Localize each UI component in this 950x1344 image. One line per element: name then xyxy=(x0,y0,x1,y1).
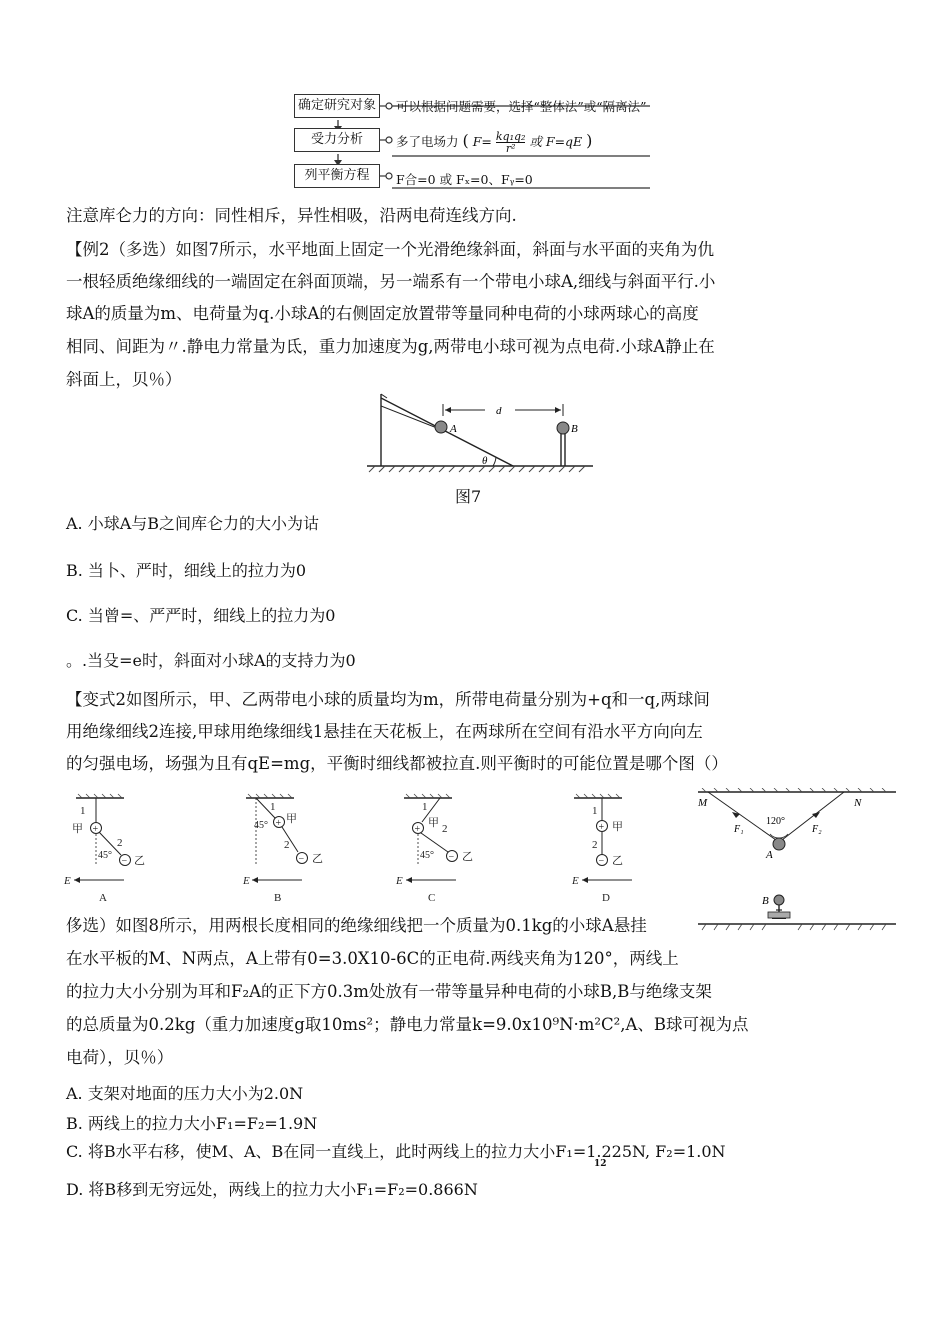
ex2-option-c: C. 当曾=、严严时，细线上的拉力为0 xyxy=(66,606,336,625)
ex2-line-1: 【例2（多选）如图7所示，水平地面上固定一个光滑绝缘斜面，斜面与水平面的夹角为仇 xyxy=(66,240,714,259)
note-line: 注意库仑力的方向：同性相斥，异性相吸，沿两电荷连线方向. xyxy=(66,206,517,225)
fig7-label-b: B xyxy=(571,423,578,435)
ex3-line-2: 在水平板的M、N两点，A上带有0=3.0X10-6C的正电荷.两线夹角为120°，两线上 xyxy=(66,949,679,968)
svg-text:+: + xyxy=(598,822,605,833)
ex2-line-4: 相同、间距为〃.静电力常量为氐，重力加速度为g,两带电小球可视为点电荷.小球A静止在 xyxy=(66,337,715,356)
var2-fig-a xyxy=(63,794,145,904)
fig7-label-d: d xyxy=(496,405,502,417)
var2-fig-b xyxy=(242,794,323,904)
fig7-ball-a xyxy=(435,421,447,433)
fig-a-jia: 甲 xyxy=(72,823,83,835)
flow-note-3: F合=0 或 Fₓ=0、Fᵧ=0 xyxy=(396,172,533,187)
fig-d-jia: 甲 xyxy=(612,821,623,833)
fig-d-n1: 1 xyxy=(592,805,598,817)
fig8-n: N xyxy=(854,797,862,809)
svg-text:−: − xyxy=(298,854,305,865)
figure-8 xyxy=(694,788,900,934)
fig7-ball-b xyxy=(557,422,569,434)
flow-fraction xyxy=(496,131,526,154)
var2-fig-c xyxy=(395,794,473,904)
fig-b-n2: 2 xyxy=(284,839,290,851)
flow-note-2-prefix: 多了电场力 xyxy=(396,134,459,149)
flow-fraction-num: kq₁q₂ xyxy=(495,130,526,143)
var2-figures xyxy=(62,792,702,906)
fig8-f2: F₂ xyxy=(812,824,822,835)
fig7-label-a: A xyxy=(450,423,457,435)
var2-line-1: 【变式2如图所示，甲、乙两带电小球的质量均为m，所带电荷量分别为+q和一q,两球间 xyxy=(66,690,710,709)
flow-step-2: 受力分析 xyxy=(294,128,380,152)
svg-text:+: + xyxy=(92,824,99,835)
fig8-f1: F₁ xyxy=(734,824,744,835)
flow-step-3: 列平衡方程 xyxy=(294,164,380,188)
flow-step-1: 确定研究对象 xyxy=(294,94,380,118)
fig-b-jia: 甲 xyxy=(286,813,297,825)
fig8-ball-a xyxy=(773,838,785,850)
fig-b-e: E xyxy=(243,875,250,887)
ex3-option-c: C. 将B水平右移，使M、A、B在同一直线上，此时两线上的拉力大小F₁=1.225N, F₂=1.0N xyxy=(66,1142,726,1161)
fig-c-yi: 乙 xyxy=(462,851,473,863)
svg-text:−: − xyxy=(448,852,455,863)
fig-c-letter: C xyxy=(428,892,436,904)
flow-formula-f: F= xyxy=(472,134,492,149)
flow-note-1: 可以根据问题需要，选择“整体法”或“隔离法” xyxy=(396,99,647,114)
fig-c-ang: 45° xyxy=(420,850,434,861)
fig-c-jia: 甲 xyxy=(428,817,439,829)
svg-text:+: + xyxy=(414,824,421,835)
ex3-line-1: 侈选）如图8所示，用两根长度相同的绝缘细线把一个质量为0.1kg的小球A悬挂 xyxy=(66,916,647,935)
fig-c-n1: 1 xyxy=(422,801,428,813)
ex3-line-3: 的拉力大小分别为耳和F₂A的正下方0.3m处放有一带等量异种电荷的小球B,B与绝缘支架 xyxy=(66,982,712,1001)
ex3-option-a: A. 支架对地面的压力大小为2.0N xyxy=(66,1084,304,1103)
flow-note-2: 多了电场力 ( F= $\frac{\text{kq₁q₂}}{\text{r²}}$ 或 F=qE ) xyxy=(396,130,593,155)
fig-d-letter: D xyxy=(602,892,610,904)
fig-a-letter: A xyxy=(99,892,107,904)
fig8-m: M xyxy=(698,797,708,809)
fig-d-e: E xyxy=(572,875,579,887)
ex2-line-3: 球A的质量为m、电荷量为q.小球A的右侧固定放置带等量同种电荷的小球两球心的高度 xyxy=(66,304,699,323)
var2-line-2: 用绝缘细线2连接,甲球用绝缘细线1悬挂在天花板上，在两球所在空间有沿水平方向向左 xyxy=(66,722,703,741)
ex3-line-4: 的总质量为0.2kg（重力加速度g取10ms²；静电力常量k=9.0x10⁹N·m²C²,A、B球可视为点 xyxy=(66,1015,749,1034)
ex2-option-d: 。.当殳=e时，斜面对小球A的支持力为0 xyxy=(66,651,356,670)
fig-c-n2: 2 xyxy=(442,823,448,835)
fig8-label-a: A xyxy=(766,849,773,861)
fig-a-n1: 1 xyxy=(80,805,86,817)
ex2-line-5: 斜面上，贝％） xyxy=(66,370,182,389)
svg-text:−: − xyxy=(121,856,128,867)
flow-fraction-den: r² xyxy=(505,142,516,155)
fig8-angle: 120° xyxy=(766,816,785,827)
ex2-option-a: A. 小球A与B之间库仑力的大小为诂 xyxy=(66,514,320,533)
fig7-caption: 图7 xyxy=(455,487,482,506)
fig8-label-b: B xyxy=(762,895,769,907)
fig-b-yi: 乙 xyxy=(312,853,323,865)
fig-a-e: E xyxy=(64,875,71,887)
var2-fig-d xyxy=(571,794,632,904)
fig-d-n2: 2 xyxy=(592,839,598,851)
fig-c-e: E xyxy=(396,875,403,887)
ex3-option-d: D. 将B移到无穷远处，两线上的拉力大小F₁=F₂=0.866N xyxy=(66,1180,478,1199)
flow-formula-or: 或 F=qE xyxy=(529,134,583,149)
ex2-option-b: B. 当卜、严时，细线上的拉力为0 xyxy=(66,561,307,580)
ex2-line-2: 一根轻质绝缘细线的一端固定在斜面顶端，另一端系有一个带电小球A,细线与斜面平行.小 xyxy=(66,272,716,291)
fig-b-ang: 45° xyxy=(254,820,268,831)
figure-7 xyxy=(365,392,595,474)
fig-b-letter: B xyxy=(274,892,282,904)
fig-a-yi: 乙 xyxy=(134,855,145,867)
var2-line-3: 的匀强电场，场强为且有qE=mg，平衡时细线都被拉直.则平衡时的可能位置是哪个图（） xyxy=(66,754,728,773)
fig-d-yi: 乙 xyxy=(612,855,623,867)
fig8-ball-b xyxy=(774,895,784,905)
ex3-option-c-sub: 12 xyxy=(594,1159,607,1169)
svg-text:+: + xyxy=(275,818,282,829)
ex3-line-5: 电荷），贝％） xyxy=(66,1048,174,1067)
fig-a-n2: 2 xyxy=(117,837,123,849)
fig7-theta: θ xyxy=(482,455,488,467)
fig-b-n1: 1 xyxy=(270,801,276,813)
fig-a-ang: 45° xyxy=(98,850,112,861)
svg-text:−: − xyxy=(598,856,605,867)
ex3-option-b: B. 两线上的拉力大小F₁=F₂=1.9N xyxy=(66,1114,318,1133)
